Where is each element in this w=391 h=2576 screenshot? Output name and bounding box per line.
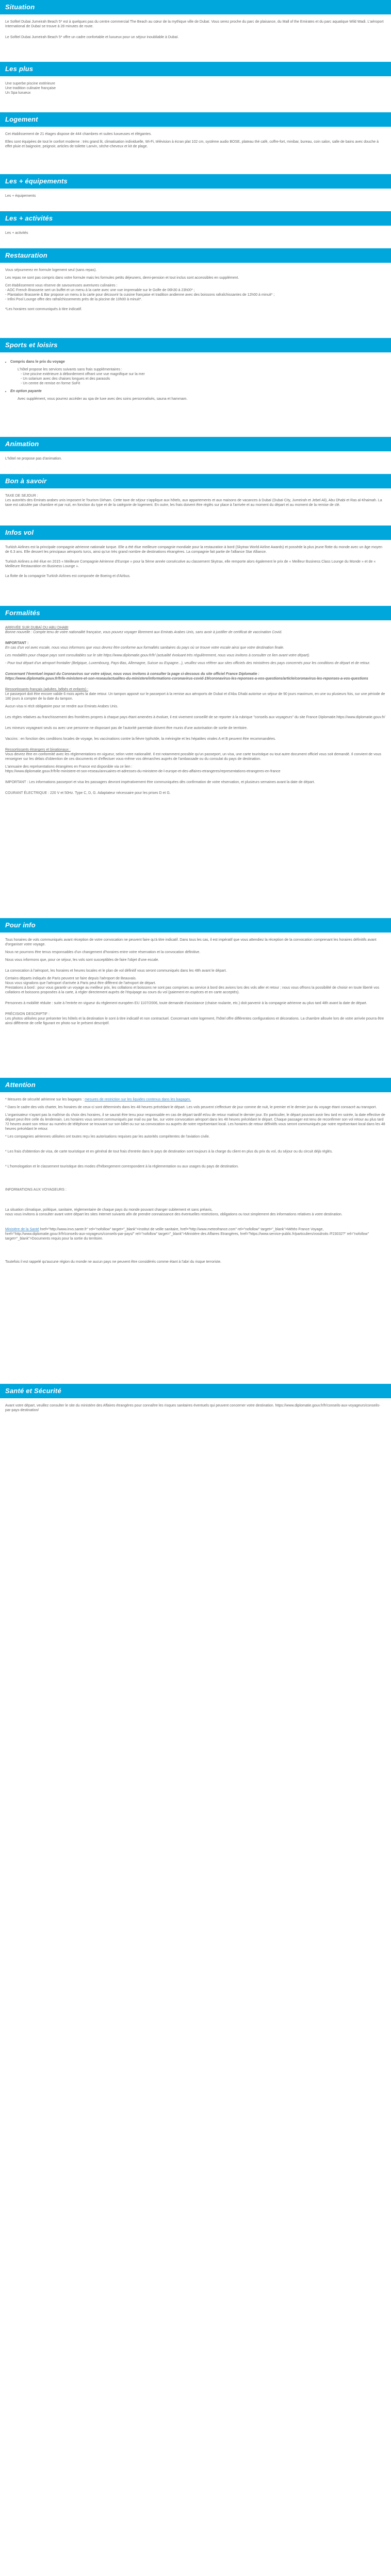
formalites-text-13: IMPORTANT : Les informations passeport et visa les passagers devront impérativement être communiquées dès confirmation de votre réservation, et plusieurs semaines avant la date de départ.: [5, 781, 315, 784]
formalites-text-9: Vaccins : en fonction des conditions locales de voyage, les vaccinations contre la fièvre typhoïde, la méningite et les hépatites virales A et B peuvent être recommandées.: [5, 737, 276, 741]
sante-text-1: Avant votre départ, veuillez consulter le site du ministère des Affaires étrangères pour connaître les risques sanitaires éventuels qui peuvent concerner votre destination. https://www.diplomatie.gouv.fr/fr/conseils-aux-voyageurs/conseils-par-pays-destination/: [5, 1404, 381, 1412]
section-animation: [0, 437, 391, 474]
formalites-text-6: Aucun visa ni récit obligatoire pour se rendre aux Emirats Arabes Unis.: [5, 705, 119, 708]
logement-text-1: Cet établissement de 21 étages dispose de 444 chambres et suites luxueuses et élégantes.: [5, 132, 152, 136]
section-situation: [0, 0, 391, 62]
attention-text-7: La situation climatique, politique, sanitaire, réglementaire de chaque pays du monde pouvant changer subitement et sans préavis,: [5, 1208, 213, 1212]
infos-text-2: Turkish Airlines a été élue en 2015 « Meilleure Compagnie Aérienne d'Europe » pour la 5ème année consécutive au classement Skytrax, elle remporte alors également le prix de « Meilleur Business Class Lounge du Monde » et de « Meilleure Restauration en Business Lounge ».: [5, 560, 376, 568]
formalites-text-3: Les modalités pour chaque pays sont consultables sur le site https://www.diplomatie.gouv.fr/fr/ (actualité évoluant très régulièrement, nous vous invitons à consulter ce lien avant votre départ).: [5, 654, 310, 657]
formalites-text-4: - Pour tout départ d'un aéroport frontalier (Belgique, Luxembourg, Pays-Bas, Allemagne, Suisse ou Espagne...), veuillez vous référer aux sites officiels des ministères des pays concernés pour les conditions de départ et de retour.: [5, 662, 370, 665]
formalites-heading-5: Ressortissants étrangers et binationaux :: [5, 748, 71, 752]
formalites-heading-3: Concernant l'éventuel impact du Coronavirus sur votre séjour, nous vous invitons à consulter la page ci-dessous du site officiel France Diplomatie :: [5, 672, 259, 676]
list-item: [10, 360, 386, 386]
pourinfo-text-1: Tous horaires de vols communiqués avant réception de votre convocation ne peuvent faire qu'à titre indicatif. Dans tous les cas, il est impératif que vous attendiez la réception de la convocation comprenant les horaires définitifs avant d'organiser votre voyage.: [5, 938, 377, 946]
section-title-restauration: Restauration: [0, 248, 391, 263]
section-title-equipements: Les + équipements: [0, 174, 391, 189]
attention-heading-1: INFORMATIONS AUX VOYAGEURS :: [5, 1188, 67, 1192]
attention-text-8: nous vous invitons à consulter avant votre départ les sites Internet suivants afin de prendre connaissance des éventuelles restrictions, obligations ou tout simplement des informations relatives à votre destination.: [5, 1213, 343, 1216]
pourinfo-text-8: Personnes à mobilité réduite : suite à l'entrée en vigueur du règlement européen EU 1107/2006, toute demande d'assistance (chaise roulante, etc.) doit parvenir à la compagnie aérienne au plus tard 48h avant la date de départ.: [5, 1002, 367, 1005]
animation-text: L'hôtel ne propose pas d'animation.: [5, 457, 62, 461]
section-title-logement: Logement: [0, 112, 391, 127]
attention-text-9: href="http://www.invs.sante.fr" rel="nofollow" target="_blank">Institut de veille sanitaire, href="http://www.meteofrance.com" rel="nofollow" target="_blank">Météo France Voyage, href="http://www.diplomatie.gouv.fr/fr/conseils-aux-voyageurs/conseils-par-pays/" rel="nofollow" target="_blank">Ministère des Affaires Etrangères, href="https://www.service-public.fr/particuliers/vosdroits /F23032?" rel="nofollow" target="_blank">Documents requis pour la sortie du territoire.: [5, 1228, 369, 1241]
situation-text-1: Le Sofitel Dubai Jumeirah Beach 5* est à quelques pas du centre commercial The Beach au cœur de la mythique ville de Dubaï. Vous serez proche du parc de plaisance, du Mall of the Emirates et du parc aquatique Wild Wadi. L'aéroport International de Dubaï se trouve à 28 minutes de route.: [5, 20, 384, 28]
formalites-heading-1: ARRIVÉE SUR DUBAÏ OU ABU DHABI: [5, 626, 69, 630]
restauration-text-5: - Plantation Brasserie & Bar propose un menu à la carte pour découvrir la cuisine française et tradition andienne avec des boissons rafraîchissantes de 12h00 à minuit* ;: [5, 293, 275, 297]
attention-text-1: * Mesures de sécurité aérienne sur les bagages :: [5, 1098, 84, 1101]
pourinfo-text-10: Les photos utilisées pour présenter les hôtels et la destination le sont à titre indicatif et non contractuel. Concernant votre logement, l'hôtel offre différentes configurations et décorations. La chambre allouée lors de votre arrivée pourra être ainsi différente de celle figurant en photo sur le présent descriptif.: [5, 1017, 384, 1025]
infos-text-3: La flotte de la compagnie Turkish Airlines est composée de Boeing et d'Airbus.: [5, 574, 131, 578]
section-bon: [0, 474, 391, 526]
equipements-text: Les + équipements: [5, 194, 36, 198]
pourinfo-text-7: Prestations à bord : pour vous garantir un voyage au meilleur prix, les collations et boissons ne sont pas comprises au service à bord des avions lors des vols aller et retour ; nous vous offrons la possibilité de choisir en toute liberté vos collations et boissons proposées à la carte, à régler directement auprès de l'équipage au cours du vol (paiement en espèces et en carte acceptés).: [5, 986, 380, 994]
pourinfo-text-5: Certains départs indiqués de Paris peuvent se faire depuis l'aéroport de Beauvais.: [5, 977, 137, 980]
logement-text-2: Elles sont équipées de tout le confort moderne : très grand lit, climatisation individuelle, Wi-Fi, télévision à écran plat 102 cm, système audio BOSE, plateau thé café, coffre-fort, minibar, bureau, coin salon, salle de bains avec douche à effet pluie et baignoire, peignoir, articles de toilette Lanvin, sèche-cheveux et kit de plage.: [5, 140, 379, 148]
section-title-situation: Situation: [0, 0, 391, 14]
sports-sub-item: - Un solarium avec des chaises longues et des parasols: [21, 377, 110, 381]
attention-text-3: L'organisateur n'ayant pas la maîtrise du choix des horaires, il se saurait être tenu pour responsable en cas de départ tardif et/ou de retour matinal le dernier jour. En particulier, le départ pouvant avoir lieu tard en soirée, la date effective de départ peut être celle du lendemain. Les horaires vous seront communiqués par mail ou par fax, sur votre convocation aéroport dans les 48 heures précédant le départ. Chaque passager est tenu de reconfirmer son vol retour au plus tard 72 heures avant son retour au numéro de téléphone se trouvant sur son billet ou sur sa convocation ou auprès de notre représentant local. Les horaires de retour définitifs vous seront communiqués par notre représentant local dans les 48 heures précédant le retour.: [5, 1113, 385, 1131]
section-title-activites: Les + activités: [0, 211, 391, 226]
pourinfo-text-9: PRÉCISION DESCRIPTIF :: [5, 1012, 50, 1016]
section-title-animation: Animation: [0, 437, 391, 451]
attention-text-5: * Les frais d'obtention de visa, de carte touristique et en général de tout frais d'entrée dans le pays de destination sont toujours à la charge du client en plus du prix du vol, du séjour ou du circuit déjà réglés.: [5, 1150, 333, 1154]
bon-text-2: Les autorités des Emirats arabes unis imposent le Tourism Dirham. Cette taxe de séjour s'applique aux hôtels, aux appartements et aux maisons de vacances à Dubaï (Dubaï City, Jumeirah et Jebel Ali), Abu Dhabi et Ras al-Khaimah. La taxe est calculée par chambre et par nuit, en fonction du type et de la catégorie de logement. En outre, les frais doivent être réglés sur place à l'arrivée et au moment du départ et au moment de la remise de clé.: [5, 499, 382, 507]
restauration-text-3: Cet établissement vous réserve de savoureuses aventures culinaires :: [5, 284, 118, 287]
pourinfo-text-3: Nous vous informons que, pour ce séjour, les vols sont susceptibles de faire l'objet d'une escale.: [5, 958, 159, 962]
section-title-plus: Les plus: [0, 62, 391, 76]
section-activites: [0, 211, 391, 248]
formalites-text-2: En cas d'un vol avec escale, nous vous informons que vous devrez être conforme aux formalités sanitaires du pays où se trouve votre escale ainsi que votre destination finale.: [5, 646, 285, 650]
bon-text-1: TAXE DE SEJOUR :: [5, 494, 38, 498]
section-pourinfo: [0, 918, 391, 1078]
plus-item: Une superbe piscine extérieure: [5, 82, 55, 86]
sports-sub-item: - Un centre de remise en forme SoFit: [21, 382, 80, 385]
formalites-text-1: Bonne nouvelle : Compte tenu de votre nationalité française, vous pouvez voyager librement aux Emirats Arabes Unis, sans avoir à justifier de certificat de vaccination Covid.: [5, 631, 283, 634]
restauration-text-1: Vous séjournerez en formule logement seul (sans repas).: [5, 268, 97, 272]
sports-sub-item: - Une piscine extérieure à débordement offrant une vue magnifique sur la mer: [21, 372, 145, 376]
pourinfo-text-6: Nous vous signalons que l'aéroport d'arrivée à Paris peut être différent de l'aéroport de départ.: [5, 981, 156, 985]
section-title-pourinfo: Pour info: [0, 918, 391, 933]
section-restauration: [0, 248, 391, 338]
pourinfo-text-4: La convocation à l'aéroport, les horaires et heures locales et le plan de vol définitif vous seront communiqués dans les 48h avant le départ.: [5, 969, 227, 973]
section-plus: [0, 62, 391, 112]
plus-item: Une tradition culinaire française: [5, 87, 56, 90]
restauration-text-6: - Infini Pool Lounge offre des rafraîchissements près de la piscine de 10h00 à minuit*.: [5, 298, 142, 301]
sports-item-text: Avec supplément, vous pourrez accéder au spa de luxe avec des soins personnalisés, sauna et hammam.: [18, 397, 188, 401]
list-item: [10, 389, 386, 401]
formalites-heading-2: IMPORTANT :: [5, 641, 29, 645]
section-equipements: [0, 174, 391, 211]
section-sante: [0, 1384, 391, 1428]
section-title-attention: Attention: [0, 1078, 391, 1092]
section-formalites: [0, 606, 391, 918]
attention-text-4: * Les compagnies aériennes utilisées ont toutes reçu les autorisations requises par les autorités compétentes de l'aviation civile.: [5, 1135, 210, 1139]
formalites-text-14: COURANT ÉLECTRIQUE : 220 V et 50Hz. Type C, D, G. Adaptateur nécessaire pour les prises D et G.: [5, 791, 171, 795]
formalites-heading-4: Ressortissants français (adultes, bébés et enfants) :: [5, 688, 89, 691]
sports-item-title: • Compris dans le prix du voyage: [10, 360, 65, 364]
formalites-text-7: Les règles relatives au franchissement des frontières propres à chaque pays étant amenées à évoluer, il est vivement conseillé de se reporter à la rubrique "conseils aux voyageurs" du site France Diplomatie.https://www.diplomatie.gouv.fr/: [5, 716, 385, 719]
section-sports: [0, 338, 391, 437]
sports-item-title: • En option payante: [10, 389, 42, 393]
formalites-text-5: Le passeport doit être encore valide 6 mois après la date retour. Un tampon apposé sur le passeport à la remise aux aéroports de Dubaï et d'Abu Dhabi autorise un séjour de 90 jours maximum, en une ou plusieurs fois, sur une période de 180 jours à compter de la date du tampon.: [5, 692, 385, 701]
section-title-sante: Santé et Sécurité: [0, 1384, 391, 1398]
attention-text-2: * Dans le cadre des vols charter, les horaires de ceux-ci sont déterminés dans les 48 heures précédant le départ. Les vols peuvent s'effectuer de jour comme de nuit, le premier et le dernier jour du voyage étant consacré au transport.: [5, 1106, 377, 1109]
formalites-text-11: L'annuaire des représentations étrangères en France est disponible via ce lien :: [5, 765, 133, 769]
plus-item: Un Spa luxueux: [5, 91, 31, 95]
section-infos: [0, 526, 391, 606]
restauration-text-7: *Les horaires sont communiqués à titre indicatif.: [5, 308, 83, 311]
formalites-text-10: Vous devrez être en conformité avec les réglementations en vigueur, selon votre nationalité. Il est notamment possible qu'un passeport, un visa, une carte touristique ou tout autre document officiel vous soit demandé. Il convient de vous renseigner sur les délais d'obtention de ces documents et d'effectuer vous-même vos démarches auprès de l'ambassade ou du consulat du pays de destination.: [5, 753, 381, 761]
liquids-restriction-link[interactable]: mesures de restriction sur les liquides contenus dans les bagages.: [85, 1098, 191, 1101]
section-title-infos: Infos vol: [0, 526, 391, 540]
activites-text: Les + activités: [5, 231, 28, 235]
situation-text-2: Le Sofitel Dubai Jumeirah Beach 5* offre un cadre confortable et luxueux pour un séjour inoubliable à Dubaï.: [5, 36, 179, 39]
attention-text-6: * L'homologation et le classement touristique des modes d'hébergement correspondent à la réglementation ou aux usages du pays de destination.: [5, 1165, 239, 1168]
restauration-text-2: Les repas ne sont pas compris dans votre formule mais les formules petits déjeuners, demi-pension et tout inclus sont accessibles en supplément.: [5, 276, 239, 280]
ministere-sante-link[interactable]: Ministère de la Santé: [5, 1228, 39, 1231]
infos-text-1: Turkish Airlines est la principale compagnie aérienne nationale turque. Elle a été élue meilleure compagnie mondiale pour la restauration à bord (Skytrax World Airline Awards) et possède la plus jeune flotte du monde avec un âge moyen de 6.3 ans. Elle dessert les principaux aéroports turcs, ainsi qu'un très grand nombre de destinations étrangères. La compagnie fait partie de l'alliance Star Alliance.: [5, 546, 383, 554]
section-title-sports: Sports et loisirs: [0, 338, 391, 352]
sports-item-text: L'hôtel propose les services suivants sans frais supplémentaires :: [18, 368, 122, 371]
formalites-text-8: Les mineurs voyageant seuls ou avec une personne ne disposant pas de l'autorité parentale doivent être munis d'une autorisation de sortie de territoire.: [5, 726, 248, 730]
section-logement: [0, 112, 391, 174]
attention-text-10: Toutefois il est rappelé qu'aucune région du monde ne aucun pays ne peuvent être considérés comme étant à l'abri du risque terroriste.: [5, 1260, 222, 1264]
section-title-bon: Bon à savoir: [0, 474, 391, 488]
pourinfo-text-2: Nous ne pourrons être tenus responsables d'un changement d'horaires entre votre réservation et la convocation définitive.: [5, 951, 201, 954]
sports-list: [5, 360, 386, 401]
section-title-formalites: Formalités: [0, 606, 391, 620]
formalites-link-1[interactable]: https://www.diplomatie.gouv.fr/fr/le-ministere-et-son-reseau/actualites-du-ministere/informations-coronavirus-covid-19/coronavirus-les-reponses-a-vos-questions/article/coronavirus-les-reponses-a-vos-questions: [5, 677, 368, 681]
formalites-link-2[interactable]: https://www.diplomatie.gouv.fr/fr/le-ministere-et-son-reseau/annuaires-et-adresses-du-ministere-de-l-europe-et-des-affaires-etrangeres/representations-etrangeres-en-france: [5, 770, 281, 773]
section-attention: [0, 1078, 391, 1384]
restauration-text-4: - AOC French Brasserie sert un buffet et un menu à la carte avec une vue imprenable sur le Golfe de 06h30 à 23h00* ;: [5, 289, 195, 292]
